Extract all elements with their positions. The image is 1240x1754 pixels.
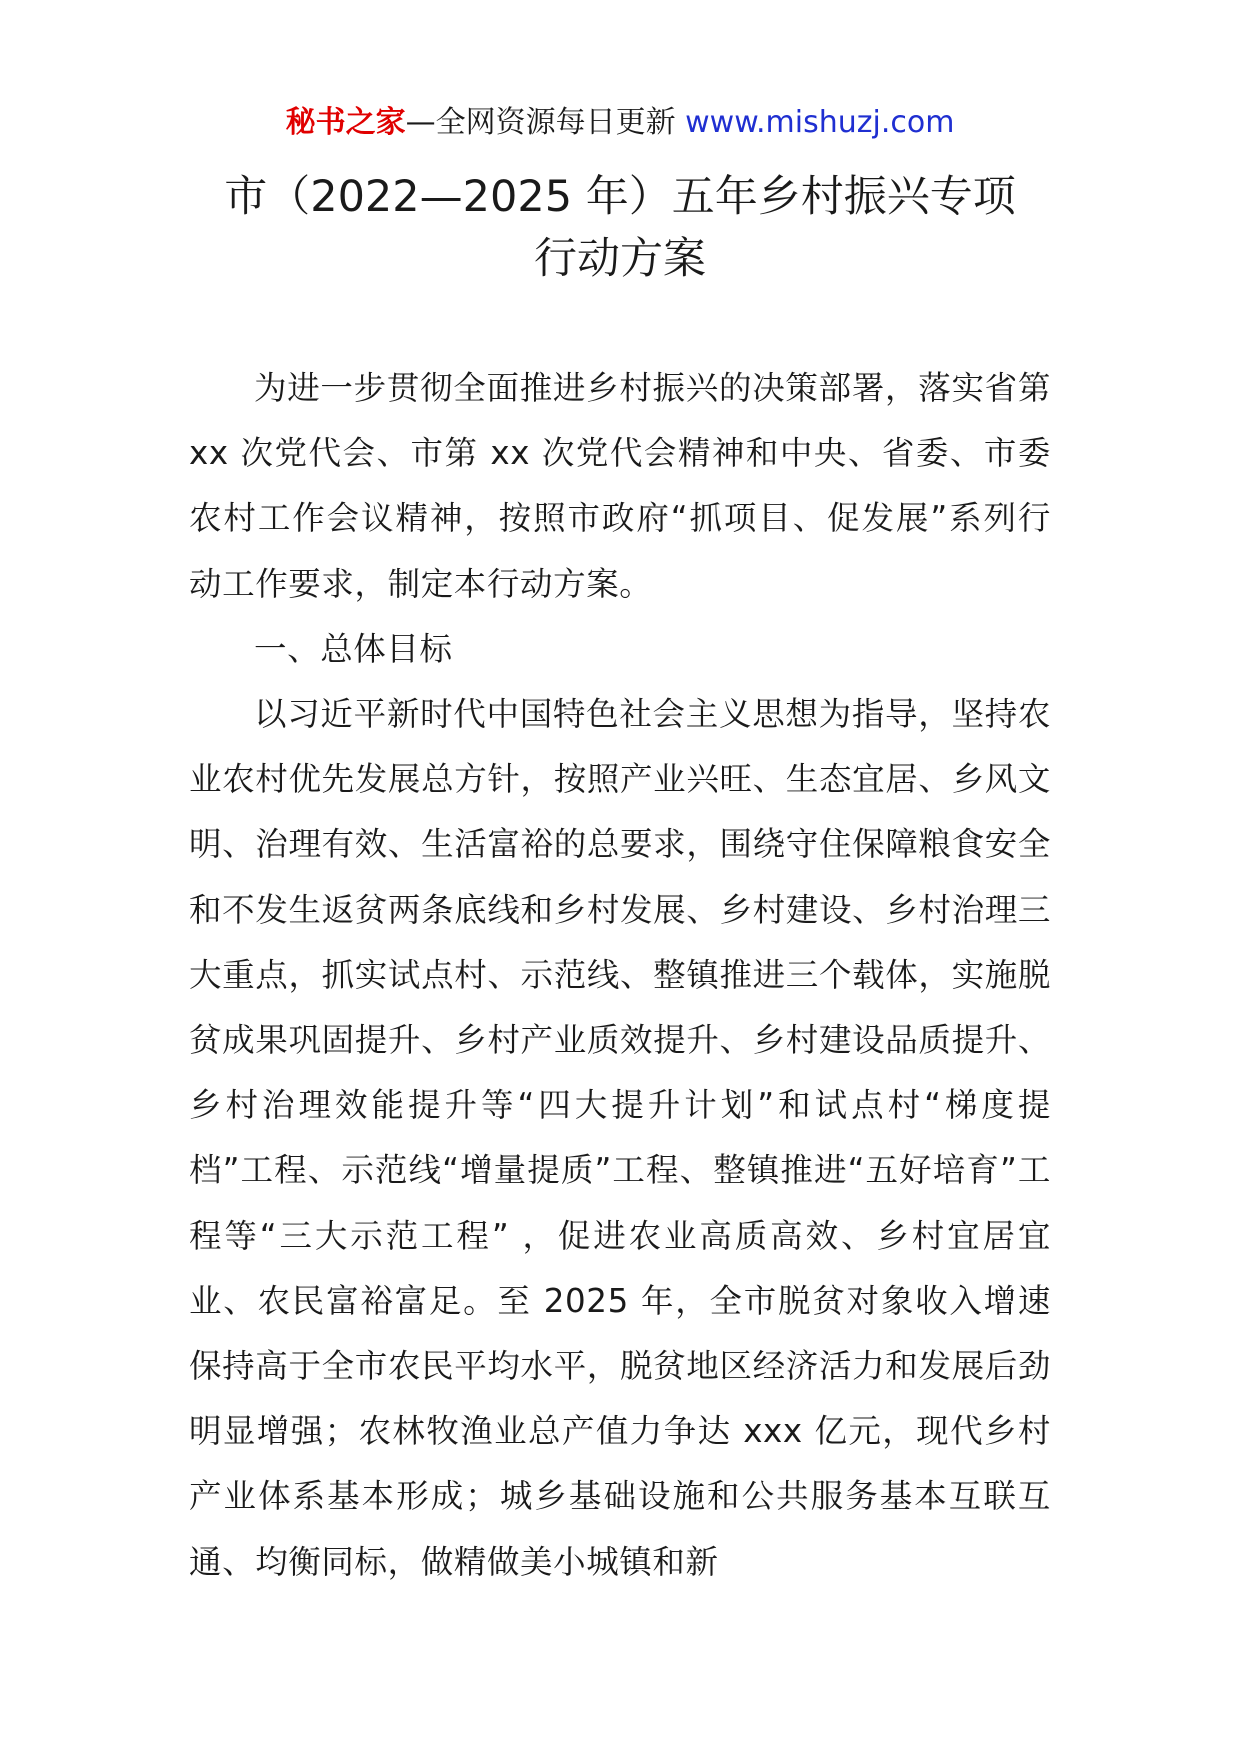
title-line-1: 市（2022—2025 年）五年乡村振兴专项	[224, 172, 1016, 222]
intro-paragraph: 为进一步贯彻全面推进乡村振兴的决策部署，落实省第 xx 次党代会、市第 xx 次党代会精神和中央、省委、市委农村工作会议精神，按照市政府“抓项目、促发展”系列行动工作要求，制定本行动方案。	[189, 369, 1051, 603]
site-url-link[interactable]: www.mishuzj.com	[685, 105, 955, 140]
overall-goal-paragraph: 以习近平新时代中国特色社会主义思想为指导，坚持农业农村优先发展总方针，按照产业兴旺、生态宜居、乡风文明、治理有效、生活富裕的总要求，围绕守住保障粮食安全和不发生返贫两条底线和乡村发展、乡村建设、乡村治理三大重点，抓实试点村、示范线、整镇推进三个载体，实施脱贫成果巩固提升、乡村产业质效提升、乡村建设品质提升、乡村治理效能提升等“四大提升计划”和试点村“梯度提档”工程、示范线“增量提质”工程、整镇推进“五好培育”工程等“三大示范工程” ，促进农业高质高效、乡村宜居宜业、农民富裕富足。至 2025 年，全市脱贫对象收入增速保持高于全市农民平均水平，脱贫地区经济活力和发展后劲明显增强；农林牧渔业总产值力争达 xxx 亿元，现代乡村产业体系基本形成；城乡基础设施和公共服务基本互联互通、均衡同标，做精做美小城镇和新	[189, 695, 1051, 1581]
section-heading-overall-goal: 一、总体目标	[254, 629, 453, 668]
document-body	[189, 356, 1051, 1595]
header-tagline: —全网资源每日更新	[405, 105, 686, 140]
watermark-header	[0, 103, 1240, 143]
title-line-2: 行动方案	[534, 234, 706, 284]
document-title	[0, 166, 1240, 290]
brand-name: 秘书之家	[285, 105, 406, 140]
